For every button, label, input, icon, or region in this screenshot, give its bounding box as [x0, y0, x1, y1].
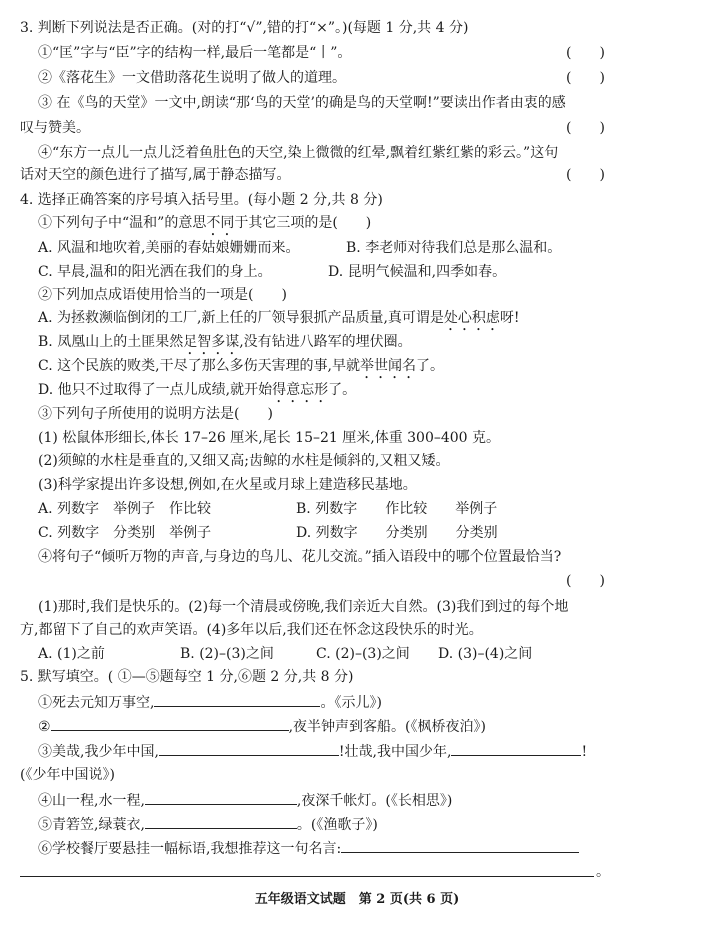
blank-2[interactable]: [51, 715, 289, 731]
q5-line-2: ② ,夜半钟声到客船。(《枫桥夜泊》): [38, 715, 486, 735]
q4-s2-option-b[interactable]: B. 凤凰山上的土匪果然足智多谋,没有钻进八路军的埋伏圈。: [38, 334, 412, 350]
q4-s2-option-c[interactable]: C. 这个民族的败类,干尽了那么多伤天害理的事,早就举世闻名了。: [38, 358, 445, 374]
page-footer: 五年级语文试题 第 2 页(共 6 页): [254, 892, 460, 907]
q4-s4-stem: ④将句子“倾听万物的声音,与身边的鸟儿、花儿交流。”插入语段中的哪个位置最恰当?: [38, 549, 562, 565]
q5-line-3: ③美哉,我少年中国, !壮哉,我中国少年, !: [38, 740, 587, 760]
q4-s1-option-d[interactable]: D. 昆明气候温和,四季如春。: [328, 264, 507, 280]
q3-item-3-cont: 叹与赞美。: [20, 120, 90, 136]
q3-item-3: ③ 在《鸟的天堂》一文中,朗读“那‘鸟的天堂’的确是鸟的天堂啊!”要读出作者由衷的感: [38, 95, 566, 111]
emphasis-dots: 不同: [206, 215, 235, 231]
q5-line-4: ④山一程,水一程, ,夜深千帐灯。(《长相思》): [38, 789, 452, 809]
q3-title: 3. 判断下列说法是否正确。(对的打“√”,错的打“×”。)(每题 1 分,共 4 分): [20, 20, 469, 36]
q4-s1-option-c[interactable]: C. 早晨,温和的阳光洒在我们的身上。: [38, 264, 272, 280]
q4-s4-passage-2: 方,都留下了自己的欢声笑语。(4)多年以后,我们还在怀念这段快乐的时光。: [20, 622, 483, 638]
q4-s2-option-a[interactable]: A. 为拯救濒临倒闭的工厂,新上任的厂领导狠抓产品质量,真可谓是处心积虑呀!: [38, 310, 520, 326]
q4-s4-option-a[interactable]: A. (1)之前: [38, 646, 105, 662]
q3-answer-4[interactable]: ( ): [566, 167, 605, 183]
q4-s3-option-b[interactable]: B. 列数字 作比较 举例子: [296, 501, 498, 517]
q5-line-3-source: (《少年中国说》): [20, 767, 115, 783]
q4-s3-option-c[interactable]: C. 列数字 分类别 举例子: [38, 525, 212, 541]
q4-s3-stem: ③下列句子所使用的说明方法是( ): [38, 406, 273, 422]
q4-s4-passage-1: (1)那时,我们是快乐的。(2)每一个清晨或傍晚,我们亲近大自然。(3)我们到过的每个地: [38, 599, 569, 615]
q5-line-5: ⑤青箬笠,绿蓑衣, 。(《渔歌子》): [38, 813, 378, 833]
q4-s4-option-c[interactable]: C. (2)–(3)之间: [316, 646, 410, 662]
q3-answer-2[interactable]: ( ): [566, 70, 605, 86]
q3-item-1: ①“匡”字与“臣”字的结构一样,最后一笔都是“丨”。: [38, 45, 352, 61]
q4-s4-option-d[interactable]: D. (3)–(4)之间: [438, 646, 533, 662]
q4-s3-sentence-1: (1) 松鼠体形细长,体长 17–26 厘米,尾长 15–21 厘米,体重 300–400 克。: [38, 430, 501, 446]
q3-item-2: ②《落花生》一文借助落花生说明了做人的道理。: [38, 70, 346, 86]
q5-line-6-end: 。: [596, 864, 610, 880]
blank-6[interactable]: [145, 813, 297, 829]
q4-s3-sentence-3: (3)科学家提出许多设想,例如,在火星或月球上建造移民基地。: [38, 477, 417, 493]
q3-answer-1[interactable]: ( ): [566, 45, 605, 61]
q4-s2-stem: ②下列加点成语使用恰当的一项是( ): [38, 287, 287, 303]
q4-s3-option-a[interactable]: A. 列数字 举例子 作比较: [38, 501, 212, 517]
emphasis-dots: 处心积虑: [443, 310, 500, 326]
blank-5[interactable]: [145, 789, 297, 805]
q5-title: 5. 默写填空。( ①—⑤题每空 1 分,⑥题 2 分,共 8 分): [20, 669, 354, 685]
q4-title: 4. 选择正确答案的序号填入括号里。(每小题 2 分,共 8 分): [20, 192, 383, 208]
blank-7[interactable]: [341, 837, 579, 853]
blank-1[interactable]: [154, 691, 320, 707]
q4-s1-option-a[interactable]: A. 风温和地吹着,美丽的春姑娘姗姗而来。: [38, 240, 300, 256]
q5-line-1: ①死去元知万事空, 。《示儿》): [38, 691, 382, 711]
q3-item-4-cont: 话对天空的颜色进行了描写,属于静态描写。: [20, 167, 291, 183]
answer-line[interactable]: [20, 876, 594, 877]
emphasis-dots: 足智多谋: [183, 334, 240, 350]
q4-s2-option-d[interactable]: D. 他只不过取得了一点儿成绩,就开始得意忘形了。: [38, 382, 357, 398]
q4-s4-option-b[interactable]: B. (2)–(3)之间: [180, 646, 274, 662]
q5-line-6: ⑥学校餐厅要悬挂一幅标语,我想推荐这一句名言:: [38, 837, 579, 857]
q4-s1-stem: ①下列句子中“温和”的意思不同于其它三项的是( ): [38, 215, 372, 231]
emphasis-dots: 举世闻名: [360, 358, 417, 374]
q4-s3-sentence-2: (2)须鲸的水柱是垂直的,又细又高;齿鲸的水柱是倾斜的,又粗又矮。: [38, 453, 450, 469]
q4-s3-option-d[interactable]: D. 列数字 分类别 分类别: [296, 525, 498, 541]
blank-4[interactable]: [451, 740, 581, 756]
q4-s4-answer[interactable]: ( ): [566, 573, 605, 589]
emphasis-dots: 得意忘形: [272, 382, 329, 398]
q3-answer-3[interactable]: ( ): [566, 120, 605, 136]
q3-item-4: ④“东方一点儿一点儿泛着鱼肚色的天空,染上微微的红晕,飘着红紫红紫的彩云。”这句: [38, 145, 559, 161]
q4-s1-option-b[interactable]: B. 李老师对待我们总是那么温和。: [346, 240, 562, 256]
blank-3[interactable]: [159, 740, 339, 756]
